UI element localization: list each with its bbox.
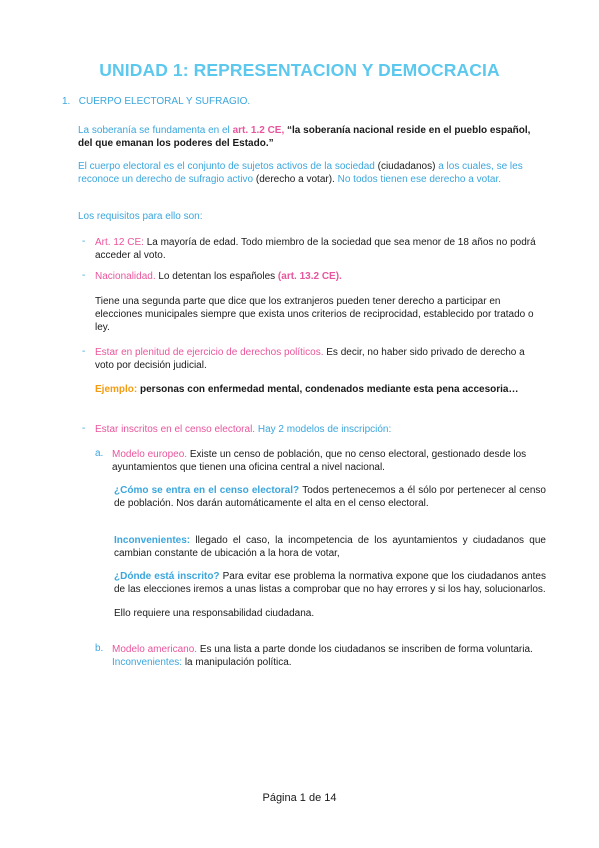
requirement-age — [95, 236, 546, 262]
req4-text: Hay 2 modelos de inscripción: — [257, 424, 392, 435]
section-heading — [62, 96, 250, 107]
def-text-c: a los cuales, se les reconoce un derecho de sufragio activo — [78, 161, 523, 185]
requirement-census — [95, 423, 546, 436]
modelo-a-text: Existe un censo de población, que no censo electoral, gestionado desde los ayuntamientos que tienen una oficina central a nivel nacional. — [112, 449, 527, 473]
requirements-intro: Los requisitos para ello son: — [78, 211, 203, 222]
def-text-a: El cuerpo electoral es el conjunto de sujetos activos de la sociedad — [78, 161, 378, 172]
req2-extra: Tiene una segunda parte que dice que los extranjeros pueden tener derecho a participar en elecciones municipales siempre que exista unos criterios de reciprocidad, establecido por tratado o ley. — [95, 296, 534, 333]
list-letter-a: a. — [95, 448, 104, 459]
req3-label: Estar en plenitud de ejercicio de derechos políticos. — [95, 347, 327, 358]
intro-ref: art. 1.2 CE, — [232, 125, 288, 136]
inconvenientes-a — [114, 534, 546, 560]
req2-text: Lo detentan los españoles — [158, 271, 278, 282]
q1-text: Todos pertenecemos a él sólo por pertenecer al censo de población. Nos darán automáticamente el alta en el censo electoral. — [114, 485, 546, 509]
bullet-dash: - — [82, 270, 86, 281]
inc-a-label: Inconvenientes: — [114, 535, 196, 546]
modelo-americano — [112, 643, 546, 669]
req2-ref: (art. 13.2 CE). — [277, 271, 342, 282]
modelo-b-label: Modelo americano. — [112, 644, 200, 655]
example-text: personas con enfermedad mental, condenados mediante esta pena accesoria… — [140, 384, 519, 395]
page-title: UNIDAD 1: REPRESENTACION Y DEMOCRACIA — [99, 60, 500, 80]
modelo-a-label: Modelo europeo. — [112, 449, 190, 460]
q2-label: ¿Dónde está inscrito? — [114, 571, 223, 582]
modelo-europeo — [112, 448, 546, 474]
inc-b-text: la manipulación política. — [184, 657, 292, 668]
section-title: CUERPO ELECTORAL Y SUFRAGIO. — [78, 96, 251, 107]
intro-paragraph — [78, 124, 546, 150]
req1-label: Art. 12 CE: — [95, 237, 147, 248]
req4-label: Estar inscritos en el censo electoral. — [95, 424, 258, 435]
intro-text: La soberanía se fundamenta en el — [78, 125, 233, 136]
intro-quote: “la soberanía nacional reside en el pueblo español, del que emanan los poderes del Estado.” — [78, 125, 531, 149]
inc-a-text: llegado el caso, la incompetencia de los ayuntamientos y ciudadanos que cambian constante de ubicación a la hora de votar, — [114, 535, 546, 559]
list-letter-b: b. — [95, 643, 104, 654]
section-number: 1. — [62, 96, 71, 107]
req3-example — [95, 383, 546, 396]
example-label: Ejemplo: — [95, 384, 141, 395]
census-question — [114, 484, 546, 510]
requirement-political-rights — [95, 346, 546, 372]
modelo-b-text: Es una lista a parte donde los ciudadanos se inscriben de forma voluntaria. — [199, 644, 533, 655]
where-inscribed — [114, 570, 546, 596]
definition-paragraph — [78, 160, 546, 186]
req1-text: La mayoría de edad. Todo miembro de la sociedad que sea menor de 18 años no podrá acceder al voto. — [95, 237, 536, 261]
inc-b-label: Inconvenientes: — [112, 657, 185, 668]
bullet-dash: - — [82, 423, 86, 434]
bullet-dash: - — [82, 346, 86, 357]
requirement-nationality — [95, 270, 546, 283]
req2-label: Nacionalidad. — [95, 271, 159, 282]
req3-text: Es decir, no haber sido privado de derecho a voto por decisión judicial. — [95, 347, 525, 371]
bullet-dash: - — [82, 236, 86, 247]
def-text-e: No todos tienen ese derecho a votar. — [337, 174, 502, 185]
q1-label: ¿Cómo se entra en el censo electoral? — [114, 485, 303, 496]
page-number: Página 1 de 14 — [262, 792, 337, 804]
def-text-b: (ciudadanos) — [377, 161, 439, 172]
q2-extra: Ello requiere una responsabilidad ciudadana. — [114, 608, 315, 619]
q2-text: Para evitar ese problema la normativa expone que los ciudadanos antes de las elecciones iremos a unas listas a comprobar que no hay errores y si los hay, solucionarlos. — [114, 571, 546, 595]
def-text-d: (derecho a votar). — [255, 174, 338, 185]
